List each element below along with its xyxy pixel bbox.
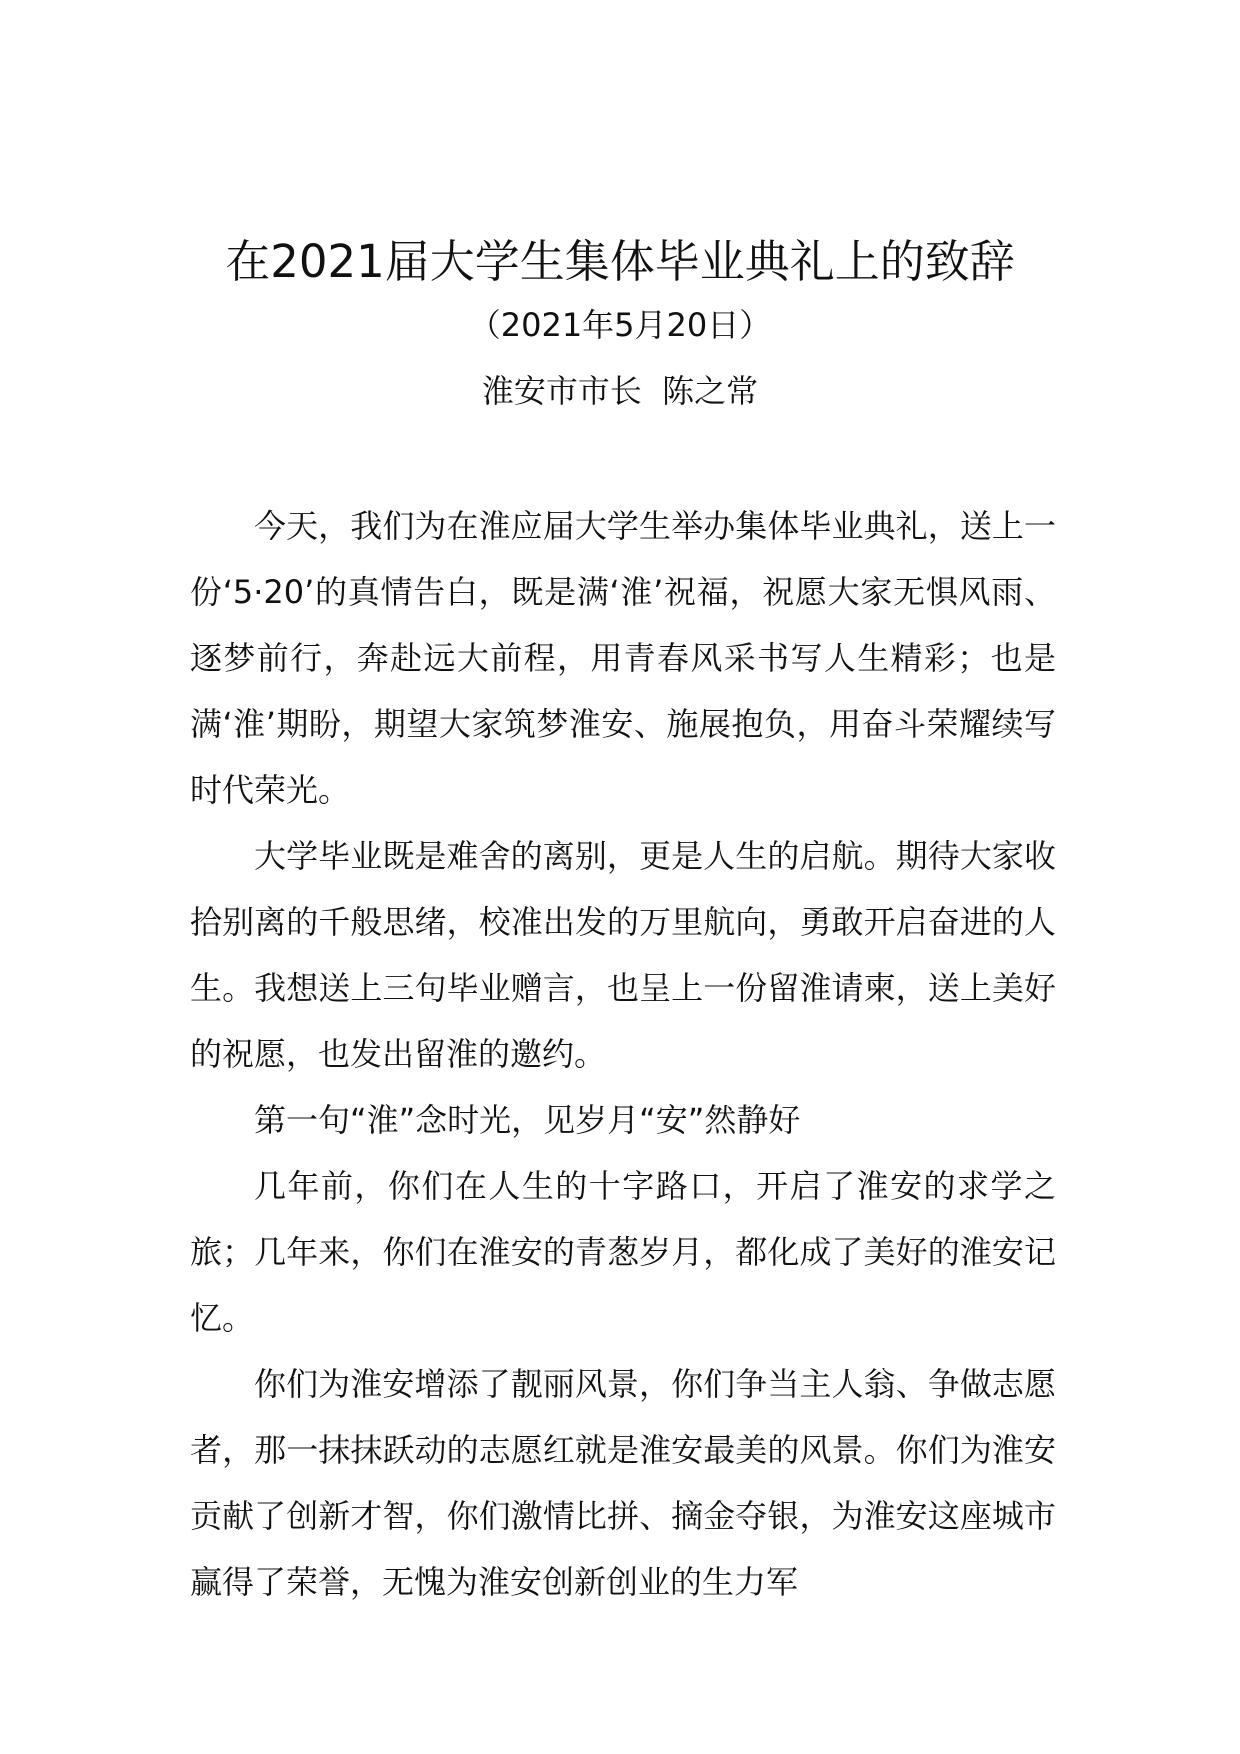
document-author: 淮安市市长 陈之常 bbox=[481, 372, 759, 410]
document-body bbox=[190, 493, 1056, 1615]
paragraph: 大学毕业既是难舍的离别，更是人生的启航。期待大家收拾别离的千般思绪，校准出发的万里航向，勇敢开启奋进的人生。我想送上三句毕业赠言，也呈上一份留淮请柬，送上美好的祝愿，也发出留淮的邀约。 bbox=[190, 837, 1056, 1073]
paragraph: 你们为淮安增添了靓丽风景，你们争当主人翁、争做志愿者，那一抹抹跃动的志愿红就是淮安最美的风景。你们为淮安贡献了创新才智，你们激情比拼、摘金夺银，为淮安这座城市赢得了荣誉，无愧为淮安创新创业的生力军 bbox=[190, 1365, 1056, 1601]
document-title: 在2021届大学生集体毕业典礼上的致辞 bbox=[225, 235, 1015, 288]
paragraph: 几年前，你们在人生的十字路口，开启了淮安的求学之旅；几年来，你们在淮安的青葱岁月，都化成了美好的淮安记忆。 bbox=[190, 1167, 1056, 1337]
document-date: （2021年5月20日） bbox=[468, 306, 772, 344]
section-heading: 第一句“淮”念时光，见岁月“安”然静好 bbox=[254, 1101, 801, 1139]
paragraph: 今天，我们为在淮应届大学生举办集体毕业典礼，送上一份‘5·20’的真情告白，既是满‘淮’祝福，祝愿大家无惧风雨、逐梦前行，奔赴远大前程，用青春风采书写人生精彩；也是满‘淮’期盼，期望大家筑梦淮安、施展抱负，用奋斗荣耀续写时代荣光。 bbox=[190, 507, 1056, 809]
